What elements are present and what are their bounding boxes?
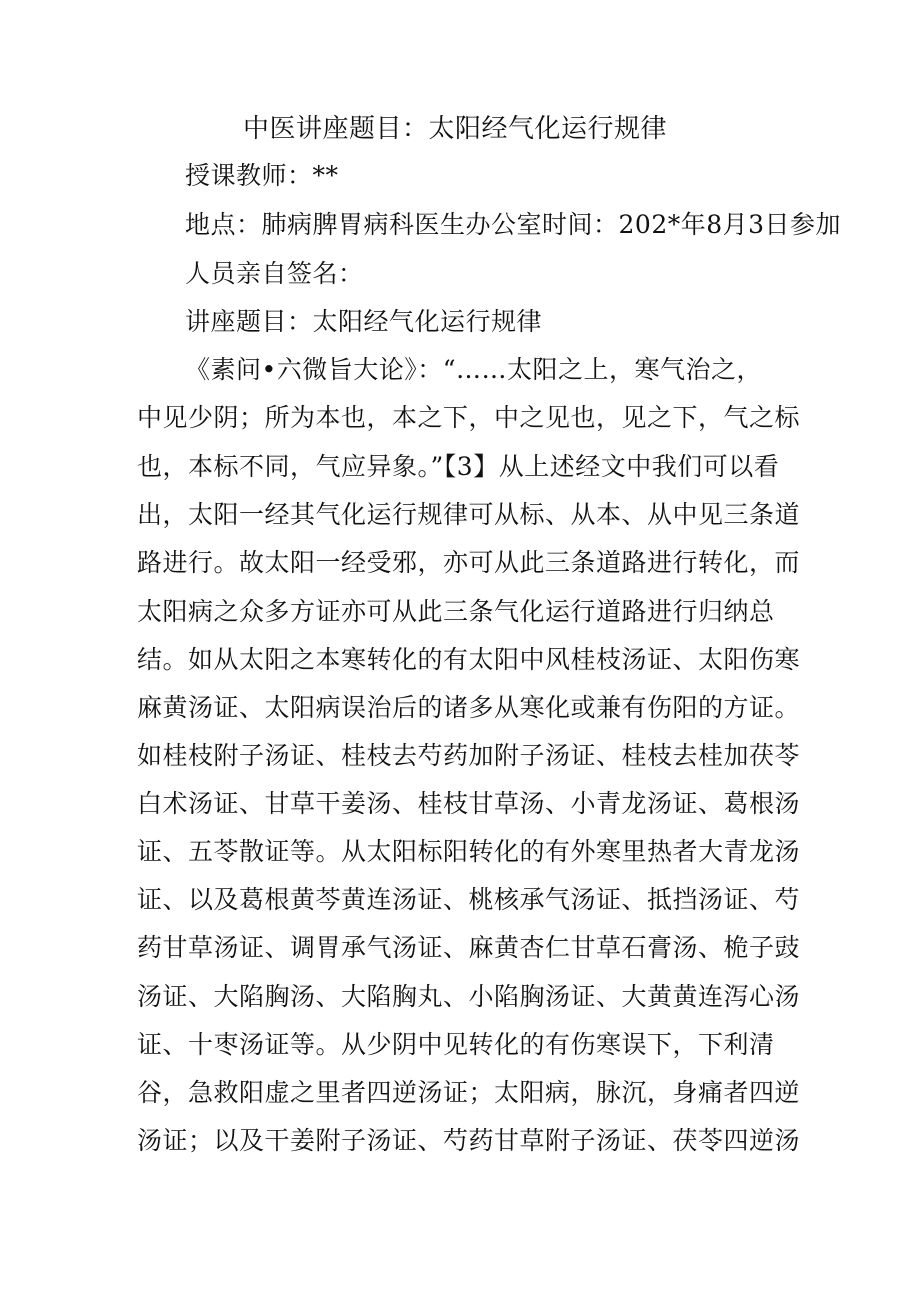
body-line: 结。如从太阳之本寒转化的有太阳中风桂枝汤证、太阳伤寒	[137, 645, 801, 674]
body-line: 麻黄汤证、太阳病误治后的诸多从寒化或兼有伤阳的方证。	[137, 693, 801, 722]
body-line: 谷，急救阳虚之里者四逆汤证；太阳病，脉沉，身痛者四逆	[137, 1078, 801, 1107]
body-line: 汤证；以及干姜附子汤证、芍药甘草附子汤证、茯苓四逆汤	[137, 1126, 801, 1155]
teacher-line: 授课教师：**	[185, 161, 339, 190]
body-line: 白术汤证、甘草干姜汤、桂枝甘草汤、小青龙汤证、葛根汤	[137, 789, 801, 818]
location-time-line: 地点：肺病脾胃病科医生办公室时间：202*年8月3日参加	[185, 210, 842, 239]
body-line: 出，太阳一经其气化运行规律可从标、从本、从中见三条道	[137, 500, 801, 529]
body-line: 如桂枝附子汤证、桂枝去芍药加附子汤证、桂枝去桂加茯苓	[137, 741, 801, 770]
body-line: 证、五苓散证等。从太阳标阳转化的有外寒里热者大青龙汤	[137, 837, 801, 866]
body-line: 证、以及葛根黄芩黄连汤证、桃核承气汤证、抵挡汤证、芍	[137, 885, 801, 914]
body-line: 太阳病之众多方证亦可从此三条气化运行道路进行归纳总	[137, 597, 775, 626]
body-line: 证、十枣汤证等。从少阴中见转化的有伤寒误下，下利清	[137, 1030, 775, 1059]
body-line: 也，本标不同，气应异象。”【3】从上述经文中我们可以看	[137, 452, 780, 481]
body-line: 中见少阴；所为本也，本之下，中之见也，见之下，气之标	[137, 403, 801, 432]
body-line: 药甘草汤证、调胃承气汤证、麻黄杏仁甘草石膏汤、桅子豉	[137, 933, 801, 962]
body-line: 汤证、大陷胸汤、大陷胸丸、小陷胸汤证、大黄黄连泻心汤	[137, 982, 801, 1011]
attendees-line: 人员亲自签名：	[185, 259, 364, 288]
document-title: 中医讲座题目：太阳经气化运行规律	[243, 114, 668, 144]
lecture-topic-line: 讲座题目：太阳经气化运行规律	[185, 307, 543, 336]
body-line: 《素问•六微旨大论》：“……太阳之上，寒气治之，	[185, 355, 763, 384]
body-line: 路进行。故太阳一经受邪，亦可从此三条道路进行转化，而	[137, 548, 801, 577]
